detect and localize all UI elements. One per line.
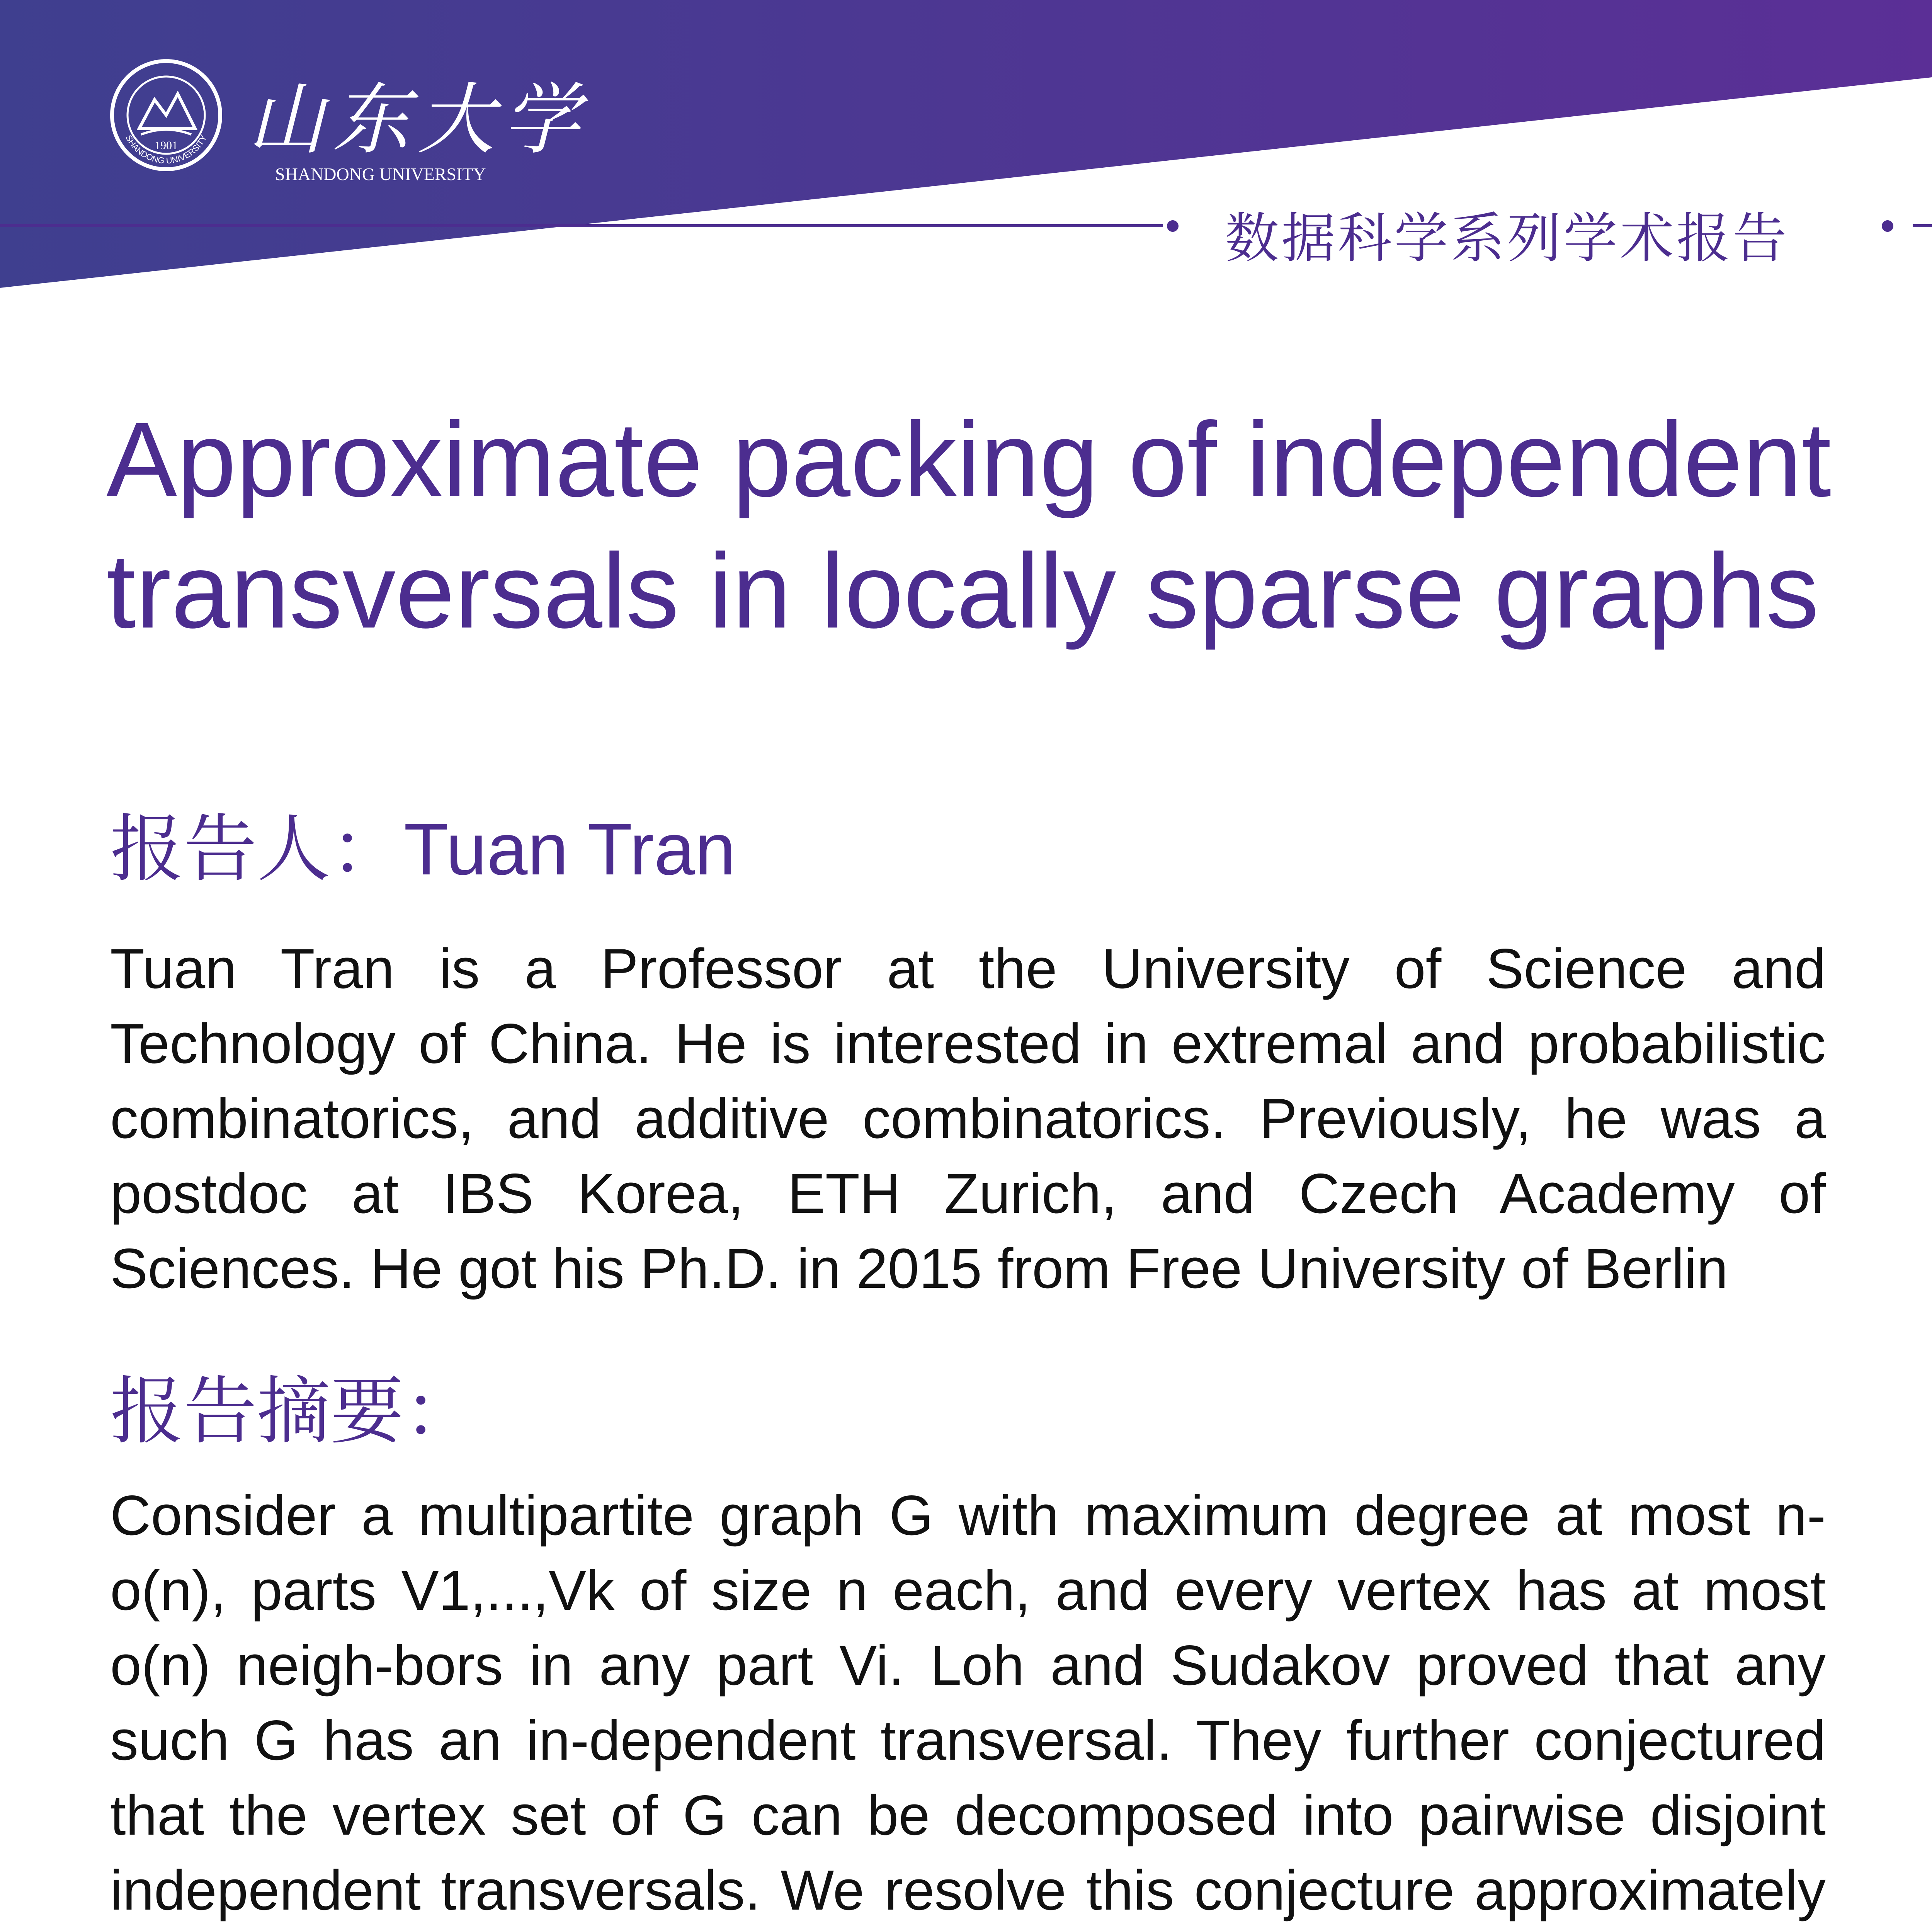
talk-title <box>106 394 1845 657</box>
speaker-heading <box>110 790 736 896</box>
talk-title-line1: Approximate packing of independent <box>106 400 1832 519</box>
university-seal-icon <box>108 57 224 173</box>
university-name-en: SHANDONG UNIVERSITY <box>275 164 486 184</box>
seal-ring-text: SHANDONG UNIVERSITY <box>124 133 209 166</box>
series-divider-right <box>1913 224 1932 227</box>
divider-dot-right <box>1882 220 1893 232</box>
speaker-label: 报告人： <box>110 806 404 892</box>
series-divider-left <box>0 224 1163 227</box>
divider-dot-left <box>1167 220 1179 232</box>
series-title: 数据科学系列学术报告 <box>1225 207 1789 270</box>
seal-year: 1901 <box>155 139 178 152</box>
university-name-cn: 山东大学 <box>247 75 588 165</box>
talk-title-line2: transversals in locally sparse graphs <box>106 532 1819 650</box>
speaker-name: Tuan Tran <box>404 808 736 890</box>
abstract-text: Consider a multipartite graph G with maximum degree at most n-o(n), parts V1,...,Vk of size n each, and every vertex has at most o(n) neigh-bors in any part Vi. Loh and Sudakov proved that any such G has an in-dependent transversal. They further conjectured that the vertex set of G can be decomposed into pairwise disjoint independent transversals. We resolve this conjecture approximately <box>110 1484 1826 1922</box>
speaker-bio: Tuan Tran is a Professor at the University of Science and Technology of China. He is interested in extremal and probabilistic combinatorics, and additive combinatorics. Previously, he was a postdoc at IBS Korea, ETH Zurich, and Czech Academy of Sciences. He got his Ph.D. in 2015 from Free University of Berlin <box>110 937 1826 1300</box>
abstract-heading: 报告摘要： <box>110 1369 478 1454</box>
